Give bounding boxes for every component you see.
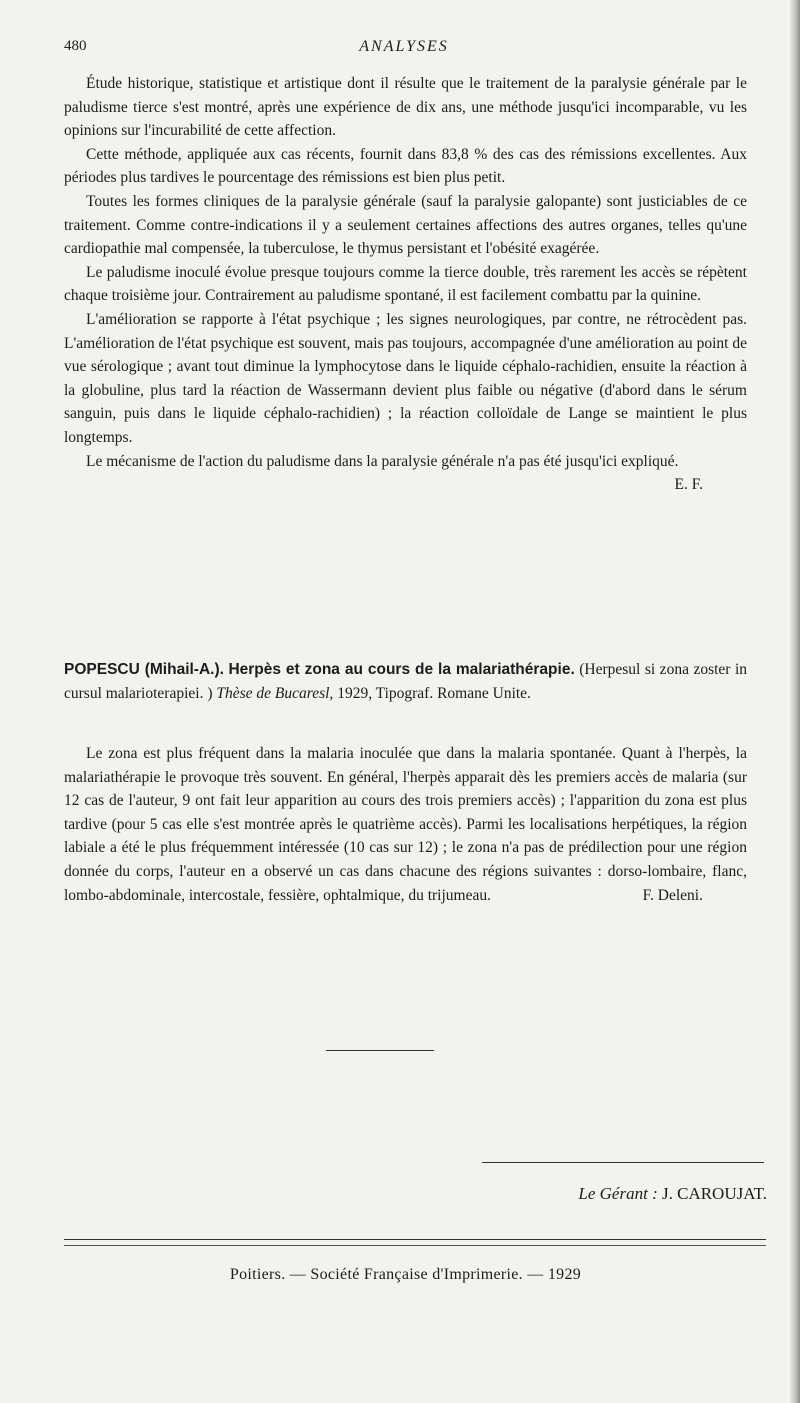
gerant-name: J. CAROUJAT. [661,1184,767,1203]
first-review-paragraph-6-text: Le mécanisme de l'action du paludisme dans la paralysie générale n'a pas été jusqu'ici expliqué. [86,452,679,470]
gerant-line [482,1184,767,1204]
second-review-heading [64,658,747,705]
first-review-paragraph-6 [64,450,747,494]
second-review-body [64,742,747,907]
section-divider [326,1050,434,1051]
second-review-paragraph [64,742,747,907]
running-head: ANALYSES [359,38,449,55]
first-review-paragraph-5: L'amélioration se rapporte à l'état psychique ; les signes neurologiques, par contre, ne rétrocèdent pas. L'amélioration de l'état psychique est souvent, mais pas toujours, accompagnée d'une amélioration au point de vue sérologique ; avant tout diminue la lymphocytose dans le liquide céphalo-rachidien, ensuite la réaction à la globuline, plus tard la réaction de Wassermann devient plus faible ou négative (d'abord dans le sérum sanguin, puis dans le liquide céphalo-rachidien) ; la réaction colloïdale de Lange se maintient le plus longtemps. [64,310,747,446]
gerant-label: Le Gérant : [578,1184,658,1203]
first-review-signature: E. F. [674,476,703,494]
review-source: Thèse de Bucaresl, [216,684,334,702]
page-edge-shadow [790,0,800,1403]
footer-rule-thin [64,1245,766,1246]
review-title: Herpès et zona au cours de la malariathérapie. [228,661,575,678]
review-publication-details: 1929, Tipograf. Romane Unite. [337,684,531,702]
first-review-paragraph-2: Cette méthode, appliquée aux cas récents, fournit dans 83,8 % des cas des rémissions excellentes. Aux périodes plus tardives le pourcentage des rémissions est bien plus petit. [64,145,747,187]
first-review-paragraph-3: Toutes les formes cliniques de la paralysie générale (sauf la paralysie galopante) sont justiciables de ce traitement. Comme contre-indications il y a seulement certaines affections des autres organes, telles qu'une cardiopathie mal compensée, la tuberculose, le thymus persistant et l'obésité exagérée. [64,192,747,258]
second-review-signature: F. Deleni. [642,886,703,904]
review-author: POPESCU (Mihail-A.). [64,661,224,678]
page-header [64,38,744,62]
review-original-title: (Herpesul si zona zoster in cursul malarioterapiei. ) [64,661,747,702]
first-review-paragraph-4: Le paludisme inoculé évolue presque toujours comme la tierce double, très rarement les accès se répètent chaque troisième jour. Contrairement au paludisme spontané, il est facilement combattu par la quinine. [64,263,747,305]
footer-rule-thick [64,1239,766,1240]
first-review-paragraph-1: Étude historique, statistique et artistique dont il résulte que le traitement de la paralysie générale par le paludisme tierce s'est montré, après une expérience de dix ans, une méthode jusqu'ici incomparable, vu les opinions sur l'incurabilité de cette affection. [64,75,747,140]
gerant-rule [482,1162,764,1163]
second-review-paragraph-text: Le zona est plus fréquent dans la malaria inoculée que dans la malaria spontanée. Quant à l'herpès, la malariathérapie le provoque très souvent. En général, l'herpès apparait dès les premiers accès de malaria (sur 12 cas de l'auteur, 9 ont fait leur apparition au cours des trois premiers accès) ; l'apparition du zona est plus tardive (pour 5 cas elle s'est montrée après le quatrième accès). Parmi les localisations herpétiques, la région labiale a été le plus fréquemment intéressée (10 cas sur 12) ; le zona n'a pas de prédilection pour une région donnée du corps, l'auteur en a observé un cas dans chacune des régions suivantes : dorso-lombaire, flanc, lombo-abdominale, intercostale, fessière, ophtalmique, du trijumeau. [64,745,747,904]
printer-imprint: Poitiers. — Société Française d'Imprimerie. — 1929 [229,1266,582,1283]
page-number: 480 [64,38,87,54]
first-review-body [64,72,747,497]
